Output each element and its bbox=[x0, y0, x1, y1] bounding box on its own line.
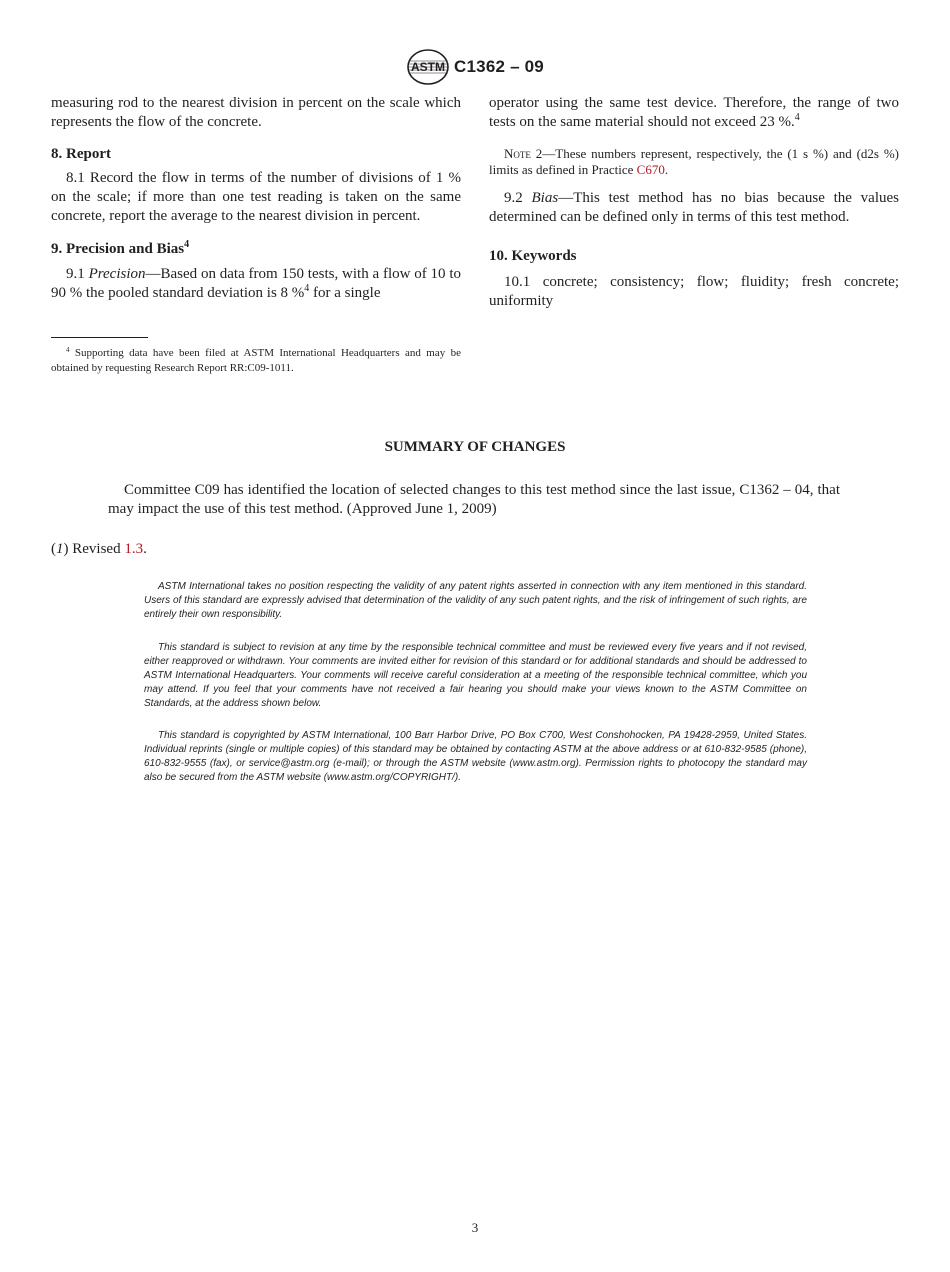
revision-disclaimer: This standard is subject to revision at any time by the responsible technical committee and must be reviewed every five years and if not revised, either reapproved or withdrawn. Your comments are invited either for revision of this standard or for additional standards and should be addressed to ASTM International Headquarters. Your comments will receive careful consideration at a meeting of the responsible technical committee, which you may attend. If you feel that your comments have not received a fair hearing you should make your views known to the ASTM Committee on Standards, at the address shown below. bbox=[144, 642, 807, 709]
section-9-heading: 9. Precision and Bias$^4$ bbox=[51, 239, 190, 257]
copyright-disclaimer: This standard is copyrighted by ASTM International, 100 Barr Harbor Drive, PO Box C700, West Conshohocken, PA 19428-2959, United States. Individual reprints (single or multiple copies) of this standard may be obtained by contacting ASTM at the above address or at 610-832-9585 (phone), 610-832-9555 (fax), or service@astm.org (e-mail); or through the ASTM website (www.astm.org). Permission rights to photocopy the standard may also be secured from the ASTM website (www.astm.org/COPYRIGHT/). bbox=[144, 730, 807, 783]
footnote-4: $^4$ Supporting data have been filed at ASTM International Headquarters and may be obtained by requesting Research Report RR:C09-1011. bbox=[51, 346, 461, 374]
continuation-paragraph: operator using the same test device. Therefore, the range of two tests on the same material should not exceed 23 %.$^4$ bbox=[489, 95, 899, 130]
paragraph-8-1: 8.1 Record the flow in terms of the number of divisions of 1 % on the scale; if more than one test reading is taken on the same concrete, report the average to the nearest division in percent. bbox=[51, 170, 461, 224]
designation: C1362 – 09 bbox=[454, 57, 544, 76]
summary-title: SUMMARY OF CHANGES bbox=[384, 439, 566, 455]
footnote-ref: 4 bbox=[304, 283, 310, 294]
continuation-paragraph: measuring rod to the nearest division in percent on the scale which represents the flow of the concrete. bbox=[51, 95, 461, 130]
svg-text:ASTM: ASTM bbox=[411, 60, 446, 74]
right-column bbox=[489, 94, 899, 311]
summary-body: Committee C09 has identified the location of selected changes to this test method since the last issue, C1362 – 04, that may impact the use of this test method. (Approved June 1, 2009) bbox=[108, 482, 840, 517]
paragraph-9-1: 9.1 Precision—Based on data from 150 tests, with a flow of 10 to 90 % the pooled standard deviation is 8 %$^4$ for a single bbox=[51, 266, 462, 301]
summary-item: (1) Revised 1.3. bbox=[51, 541, 147, 557]
paragraph-10-1: 10.1 concrete; consistency; flow; fluidity; fresh concrete; uniformity bbox=[489, 274, 899, 309]
section-1-3-link[interactable]: 1.3 bbox=[124, 541, 144, 557]
section-8-heading: 8. Report bbox=[51, 146, 111, 162]
footnote-divider bbox=[51, 337, 148, 338]
patent-disclaimer: ASTM International takes no position respecting the validity of any patent rights asserted in connection with any item mentioned in this standard. Users of this standard are expressly advised that determination of the validity of any such patent rights, and the risk of infringement of such rights, are entirely their own responsibility. bbox=[144, 581, 807, 620]
left-column bbox=[51, 94, 461, 303]
section-10-heading: 10. Keywords bbox=[489, 248, 577, 264]
paragraph-9-2: 9.2 Bias—This test method has no bias because the values determined can be defined only in terms of this test method. bbox=[489, 190, 900, 225]
footnote-ref: 4 bbox=[184, 239, 190, 250]
page-number: 3 bbox=[471, 1220, 479, 1235]
page-header bbox=[0, 48, 950, 86]
c670-link[interactable]: C670 bbox=[636, 162, 665, 177]
footnote-ref: 4 bbox=[794, 112, 800, 123]
note-2: Note 2—These numbers represent, respectively, the (1 s %) and (d2s %) limits as defined in Practice C670. bbox=[489, 146, 899, 177]
astm-logo-icon bbox=[406, 48, 450, 86]
